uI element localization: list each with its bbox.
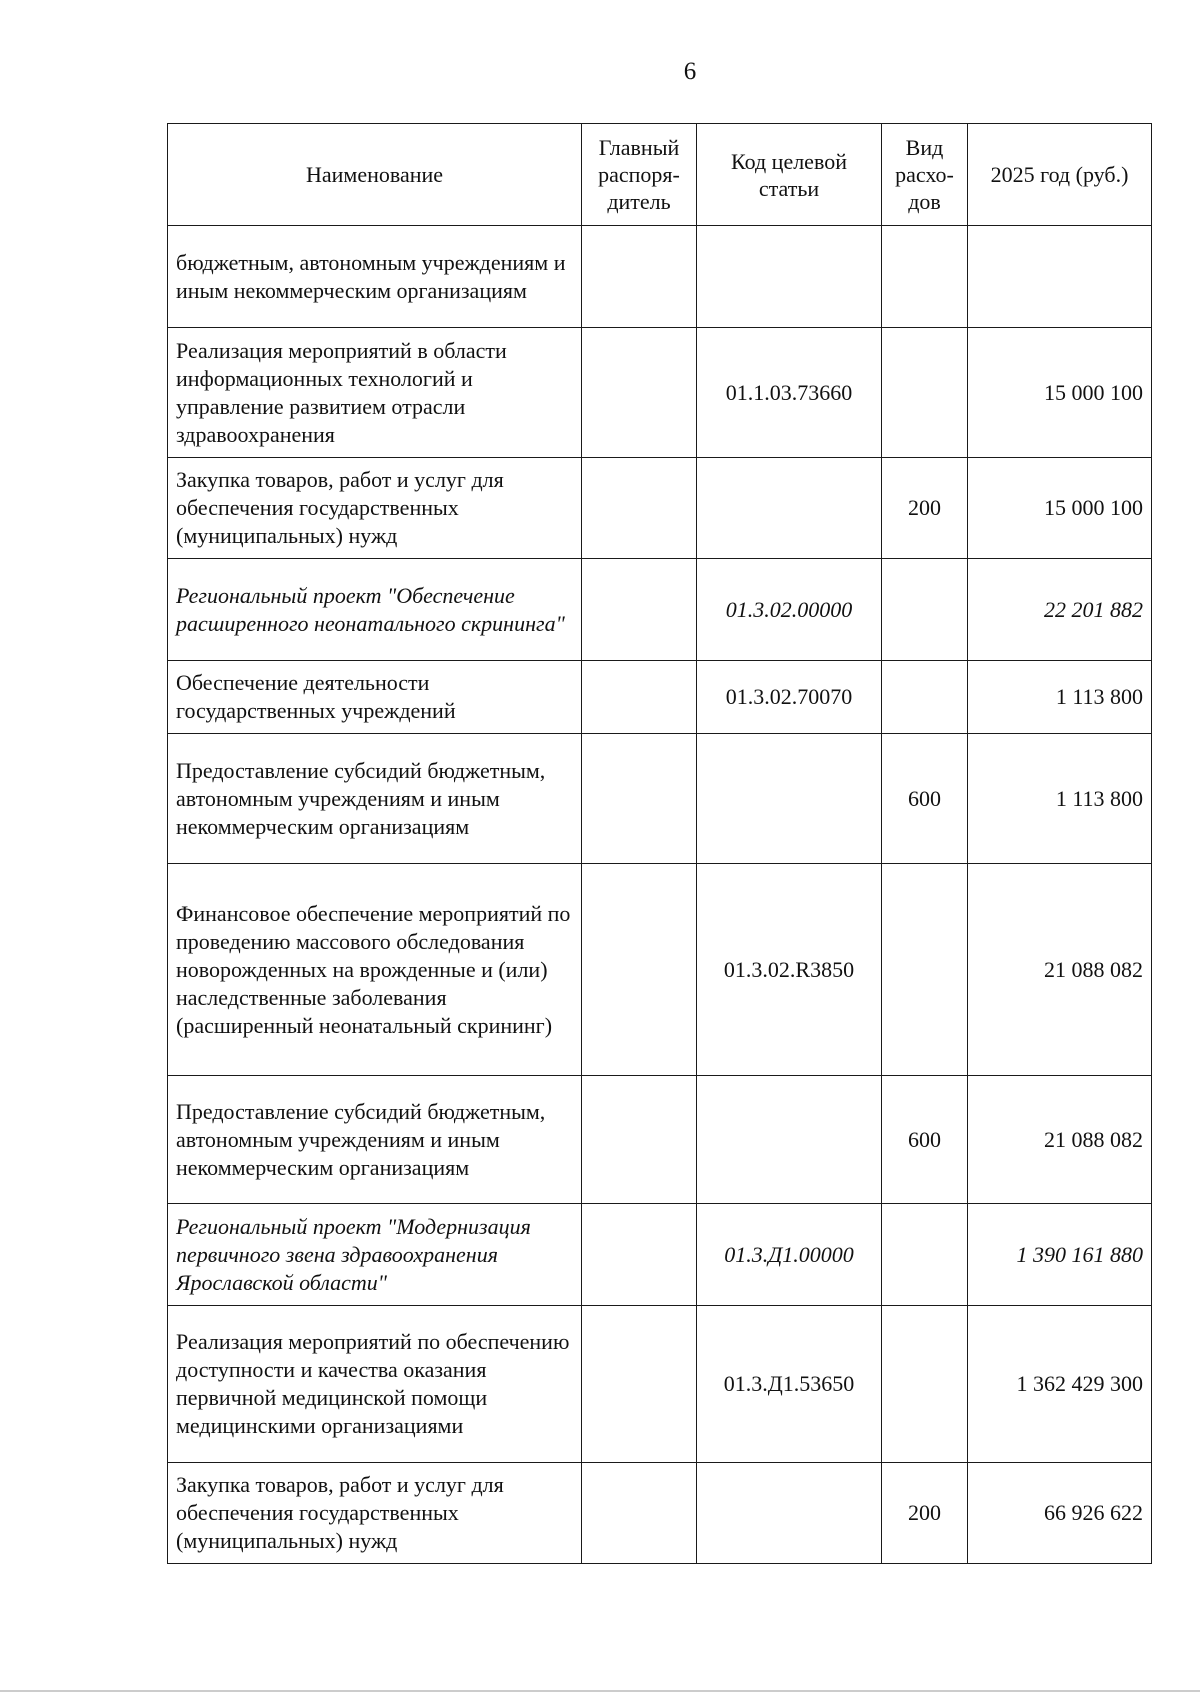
- page-number: 6: [683, 58, 697, 85]
- row-expense-type: 200: [882, 458, 968, 559]
- row-name: Региональный проект "Модернизация первичного звена здравоохранения Ярославской области": [168, 1204, 582, 1306]
- row-expense-type: [882, 559, 968, 661]
- table-header-row: [168, 124, 1152, 226]
- row-target-code: 01.3.Д1.53650: [697, 1306, 882, 1463]
- table-row: [168, 1463, 1152, 1564]
- row-amount: 15 000 100: [968, 328, 1152, 458]
- row-amount: 22 201 882: [968, 559, 1152, 661]
- scan-edge-line: [0, 1690, 1200, 1692]
- table-row: [168, 226, 1152, 328]
- table-row: [168, 734, 1152, 864]
- row-main-manager: [582, 226, 697, 328]
- row-amount: 21 088 082: [968, 864, 1152, 1076]
- row-main-manager: [582, 1204, 697, 1306]
- row-target-code: 01.1.03.73660: [697, 328, 882, 458]
- table-row: [168, 328, 1152, 458]
- row-name: Закупка товаров, работ и услуг для обеспечения государственных (муниципальных) нужд: [168, 458, 582, 559]
- table-row: [168, 661, 1152, 734]
- row-amount: 1 113 800: [968, 734, 1152, 864]
- row-name: Реализация мероприятий по обеспечению доступности и качества оказания первичной медицинской помощи медицинскими организациями: [168, 1306, 582, 1463]
- table-row: [168, 458, 1152, 559]
- row-amount: 15 000 100: [968, 458, 1152, 559]
- row-target-code: 01.3.02.70070: [697, 661, 882, 734]
- table-row: [168, 1306, 1152, 1463]
- row-name: Обеспечение деятельности государственных учреждений: [168, 661, 582, 734]
- row-amount: 1 113 800: [968, 661, 1152, 734]
- table-row-project: [168, 1204, 1152, 1306]
- row-expense-type: 600: [882, 734, 968, 864]
- row-expense-type: 600: [882, 1076, 968, 1204]
- row-main-manager: [582, 864, 697, 1076]
- header-name: Наименование: [168, 124, 582, 226]
- row-expense-type: 200: [882, 1463, 968, 1564]
- row-target-code: 01.3.02.00000: [697, 559, 882, 661]
- header-target-code: Код целевой статьи: [697, 124, 882, 226]
- row-main-manager: [582, 1076, 697, 1204]
- row-name: Региональный проект "Обеспечение расширенного неонатального скрининга": [168, 559, 582, 661]
- row-target-code: 01.3.Д1.00000: [697, 1204, 882, 1306]
- row-main-manager: [582, 734, 697, 864]
- row-expense-type: [882, 328, 968, 458]
- row-name: Предоставление субсидий бюджетным, автономным учреждениям и иным некоммерческим организациям: [168, 734, 582, 864]
- table-row: [168, 864, 1152, 1076]
- row-target-code: [697, 734, 882, 864]
- row-main-manager: [582, 1306, 697, 1463]
- row-name: Финансовое обеспечение мероприятий по проведению массового обследования новорожденных на врожденные и (или) наследственные заболевания (расширенный неонатальный скрининг): [168, 864, 582, 1076]
- row-name: Закупка товаров, работ и услуг для обеспечения государственных (муниципальных) нужд: [168, 1463, 582, 1564]
- header-expense-type: Вид расхо-дов: [882, 124, 968, 226]
- row-main-manager: [582, 559, 697, 661]
- row-main-manager: [582, 458, 697, 559]
- row-target-code: 01.3.02.R3850: [697, 864, 882, 1076]
- row-target-code: [697, 226, 882, 328]
- header-main-manager: Главный распоря-дитель: [582, 124, 697, 226]
- table-row: [168, 1076, 1152, 1204]
- header-year-amount: 2025 год (руб.): [968, 124, 1152, 226]
- row-name: бюджетным, автономным учреждениям и иным некоммерческим организациям: [168, 226, 582, 328]
- row-expense-type: [882, 864, 968, 1076]
- row-target-code: [697, 1463, 882, 1564]
- row-expense-type: [882, 1204, 968, 1306]
- row-amount: [968, 226, 1152, 328]
- row-amount: 21 088 082: [968, 1076, 1152, 1204]
- row-expense-type: [882, 1306, 968, 1463]
- row-amount: 66 926 622: [968, 1463, 1152, 1564]
- row-main-manager: [582, 328, 697, 458]
- budget-table: [167, 123, 1152, 1564]
- row-expense-type: [882, 661, 968, 734]
- row-main-manager: [582, 1463, 697, 1564]
- row-expense-type: [882, 226, 968, 328]
- row-target-code: [697, 458, 882, 559]
- row-name: Предоставление субсидий бюджетным, автономным учреждениям и иным некоммерческим организациям: [168, 1076, 582, 1204]
- row-amount: 1 390 161 880: [968, 1204, 1152, 1306]
- row-amount: 1 362 429 300: [968, 1306, 1152, 1463]
- row-name: Реализация мероприятий в области информационных технологий и управление развитием отрасли здравоохранения: [168, 328, 582, 458]
- row-target-code: [697, 1076, 882, 1204]
- table-row-project: [168, 559, 1152, 661]
- row-main-manager: [582, 661, 697, 734]
